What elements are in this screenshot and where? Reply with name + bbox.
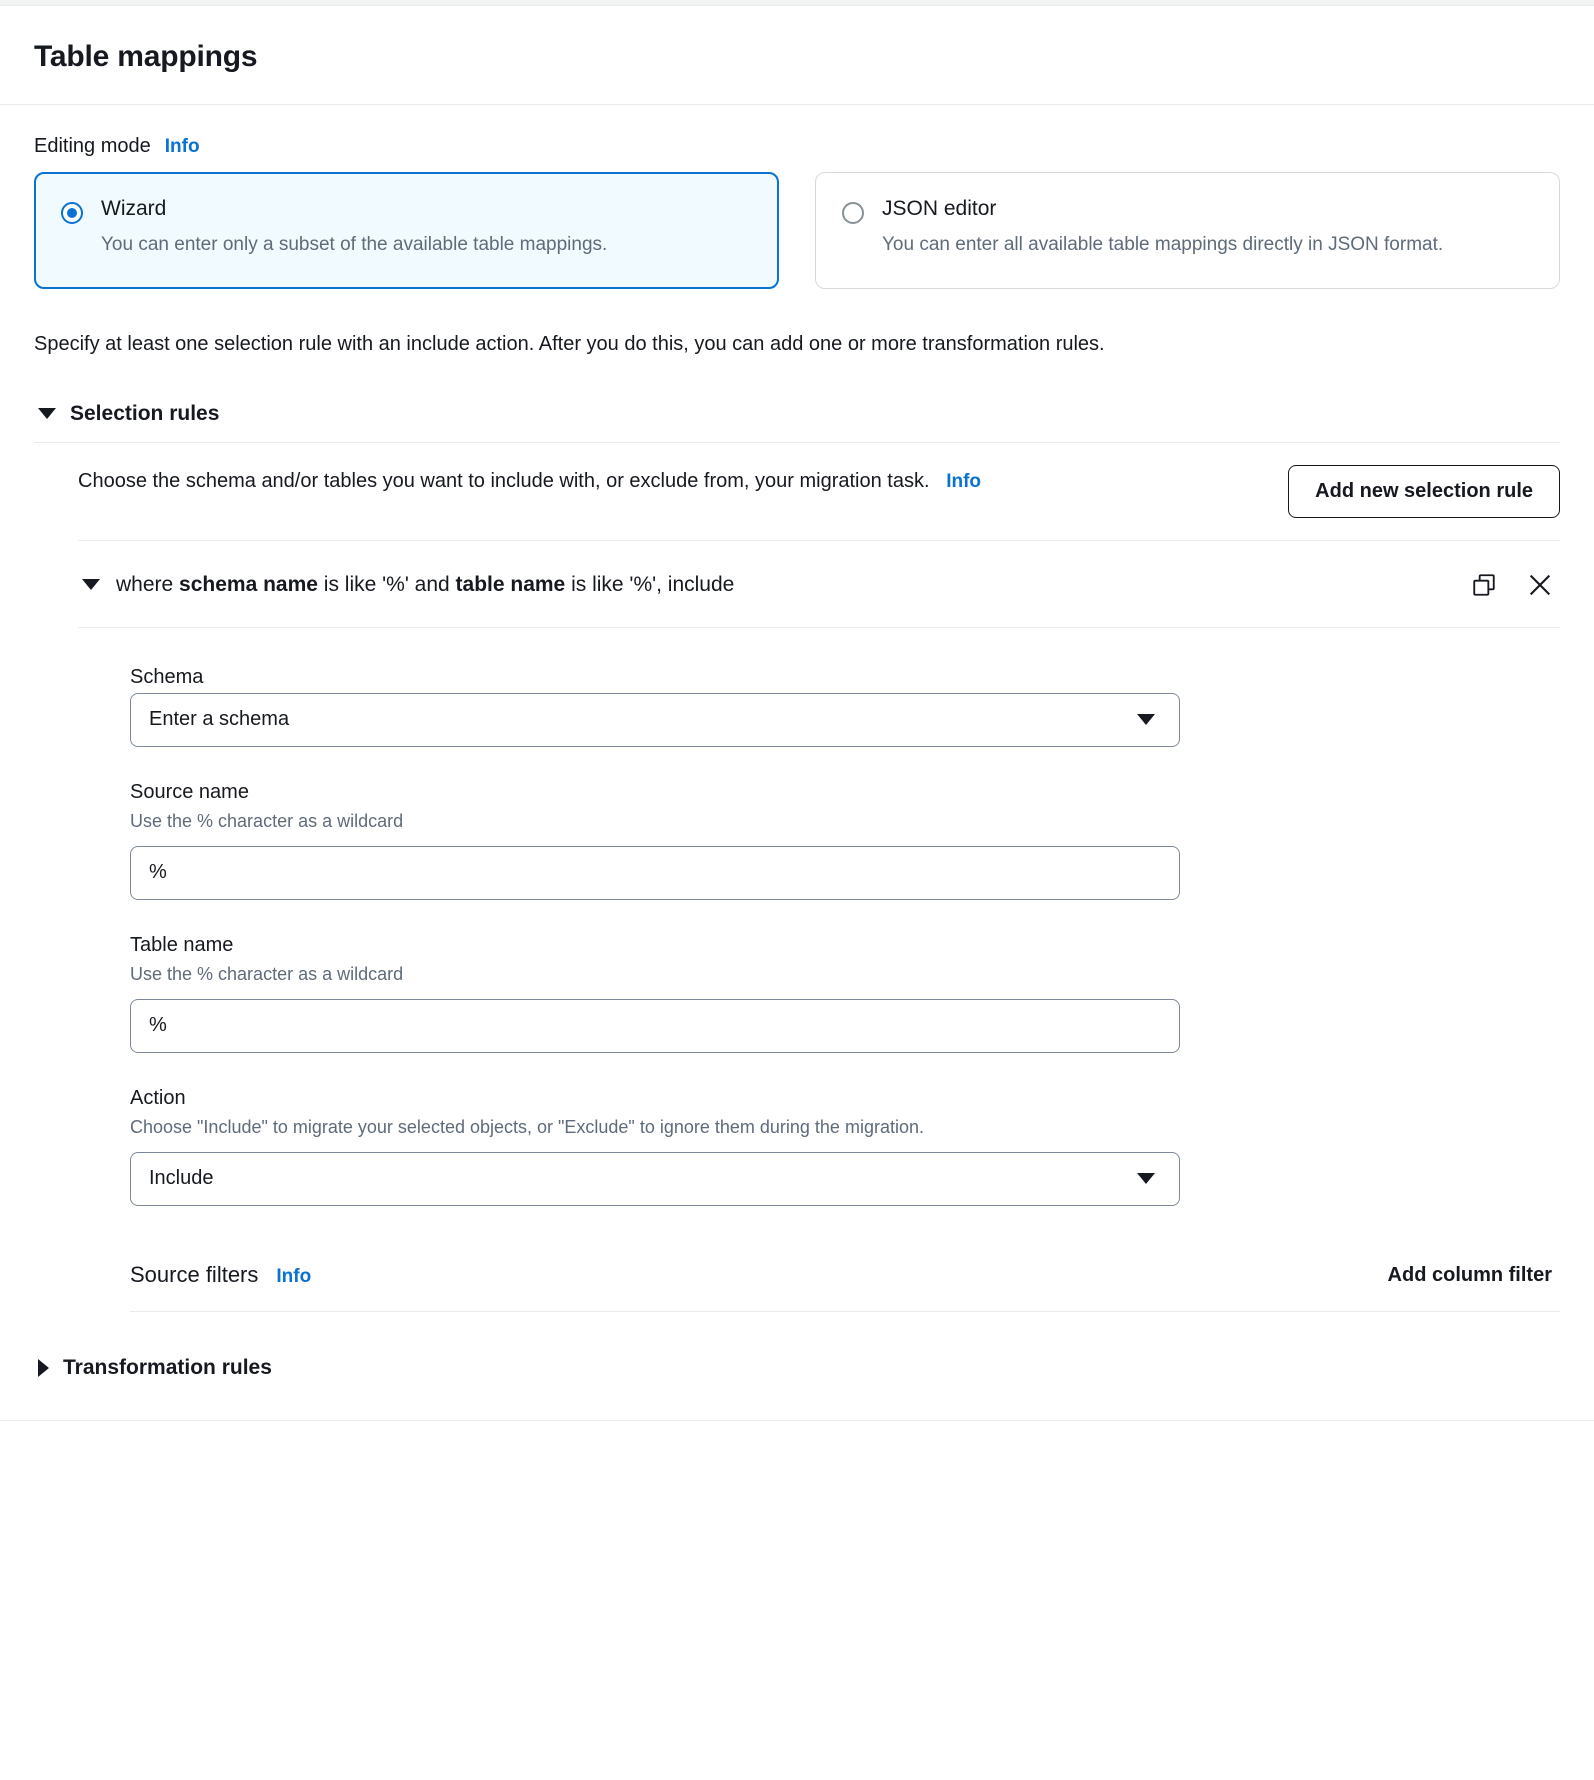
action-label: Action xyxy=(130,1086,186,1109)
source-name-field-group xyxy=(130,781,1560,900)
schema-select-value: Enter a schema xyxy=(149,708,290,730)
rule-summary-prefix: where xyxy=(116,572,180,596)
source-filters-info-link[interactable]: Info xyxy=(276,1266,312,1288)
rule-chevron-down-icon[interactable] xyxy=(82,579,100,590)
chevron-down-icon xyxy=(1137,1173,1155,1184)
source-filters-title: Source filters xyxy=(130,1262,259,1288)
radio-icon-wizard[interactable] xyxy=(61,202,83,224)
radio-label-json-editor: JSON editor xyxy=(882,197,997,220)
close-icon[interactable] xyxy=(1520,565,1560,605)
selection-rule-header xyxy=(78,541,1560,628)
chevron-right-icon[interactable] xyxy=(38,1359,49,1377)
transformation-rules-header[interactable] xyxy=(34,1356,1560,1380)
table-name-label: Table name xyxy=(130,933,234,956)
action-field-group xyxy=(130,1087,1560,1206)
editing-mode-label: Editing mode xyxy=(34,135,151,157)
copy-icon[interactable] xyxy=(1464,565,1504,605)
page-title: Table mappings xyxy=(34,40,258,73)
chevron-down-icon[interactable] xyxy=(38,408,56,419)
radio-label-wizard: Wizard xyxy=(101,197,167,220)
intro-text: Specify at least one selection rule with an include action. After you do this, you can add one or more transformation rules. xyxy=(34,332,1105,355)
panel-body xyxy=(0,105,1594,1420)
add-column-filter-button[interactable]: Add column filter xyxy=(1380,1258,1560,1293)
selection-rules-header[interactable] xyxy=(34,402,1560,443)
editing-mode-info-link[interactable]: Info xyxy=(164,136,200,157)
selection-rules-info-link[interactable]: Info xyxy=(946,470,982,492)
action-select-value: Include xyxy=(149,1167,214,1190)
source-filters-row xyxy=(130,1258,1560,1312)
action-description: Choose "Include" to migrate your selected objects, or "Exclude" to ignore them during the migration. xyxy=(130,1116,924,1137)
table-name-field-group xyxy=(130,934,1560,1053)
transformation-rules-title: Transformation rules xyxy=(63,1355,272,1379)
transformation-rules-section xyxy=(34,1356,1560,1420)
table-name-description: Use the % character as a wildcard xyxy=(130,963,404,984)
selection-rules-description xyxy=(78,465,981,497)
selection-rule-summary xyxy=(116,573,1448,597)
editing-mode-radio-group xyxy=(34,172,1560,289)
source-name-label: Source name xyxy=(130,780,249,803)
panel-header xyxy=(0,6,1594,105)
rule-summary-mid: is like '%' and xyxy=(317,572,456,596)
rule-summary-table: table name xyxy=(455,572,566,596)
selection-rules-title: Selection rules xyxy=(70,401,220,425)
selection-rules-body xyxy=(34,443,1560,1312)
table-name-input[interactable]: % xyxy=(130,999,1180,1053)
chevron-down-icon xyxy=(1137,714,1155,725)
action-select[interactable] xyxy=(130,1152,1180,1206)
panel-bottom-divider xyxy=(0,1420,1594,1440)
schema-select[interactable] xyxy=(130,693,1180,747)
editing-mode-label-row xyxy=(34,135,1560,158)
schema-field-group xyxy=(130,666,1560,747)
selection-rule-form xyxy=(78,628,1560,1206)
radio-desc-json-editor: You can enter all available table mappings directly in JSON format. xyxy=(882,234,1444,255)
editing-mode-option-json-editor[interactable] xyxy=(815,172,1560,289)
rule-summary-suffix: is like '%', include xyxy=(565,572,735,596)
rule-summary-schema: schema name xyxy=(179,572,318,596)
selection-rules-intro-row xyxy=(78,465,1560,541)
selection-rules-description-text: Choose the schema and/or tables you want to include with, or exclude from, your migration task. xyxy=(78,469,930,492)
radio-icon-json-editor[interactable] xyxy=(842,202,864,224)
source-name-description: Use the % character as a wildcard xyxy=(130,810,404,831)
editing-mode-option-wizard[interactable] xyxy=(34,172,779,289)
schema-label: Schema xyxy=(130,665,204,688)
radio-desc-wizard: You can enter only a subset of the available table mappings. xyxy=(101,234,608,255)
source-name-input[interactable]: % xyxy=(130,846,1180,900)
selection-rules-section xyxy=(34,402,1560,1312)
add-new-selection-rule-button[interactable]: Add new selection rule xyxy=(1288,465,1560,518)
